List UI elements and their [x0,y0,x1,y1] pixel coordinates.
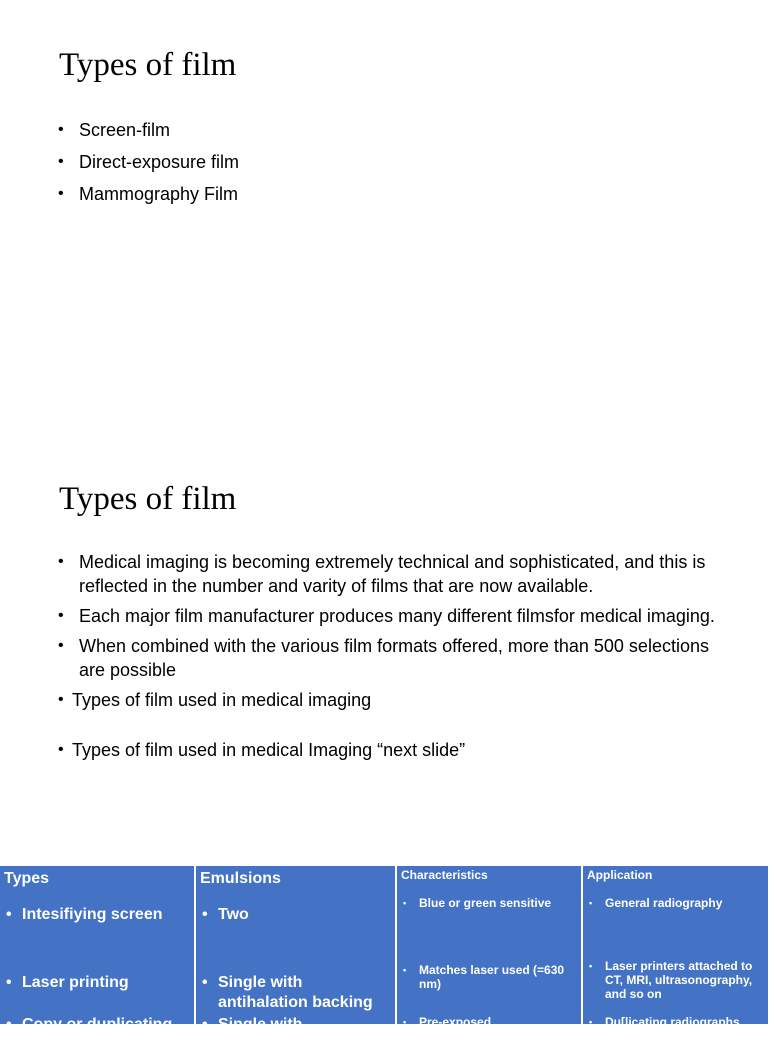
header-application: Application [587,868,653,882]
film-types-table-container [0,866,768,1033]
bullet-text: Screen-film [79,120,171,140]
table-row [0,892,774,959]
table-cell-emulsion: • Two [195,892,396,959]
bullet-icon: • [58,121,64,138]
table-row [0,959,774,1015]
slide-1-title: Types of film [59,47,237,83]
list-item [58,550,738,598]
header-characteristics: Characteristics [396,866,582,892]
table-cell-characteristic: • Pre-exposed [396,1015,582,1045]
bullet-icon: • [589,1017,593,1027]
list-item [58,182,738,206]
bullet-icon: • [58,691,64,708]
bullet-icon: • [202,974,208,991]
bullet-icon: • [589,961,593,971]
bullet-text: Types of film used in medical imaging [72,690,372,710]
header-emulsions: Emulsions [195,866,396,892]
bullet-icon: • [58,637,64,654]
table-row [0,1015,774,1045]
bullet-text: Medical imaging is becoming extremely technical and sophisticated, and this is reflected in the number and varity of films that are now available. [79,552,706,596]
bullet-icon: • [6,906,12,923]
bullet-icon: • [58,185,64,202]
bullet-text: Direct-exposure film [79,152,240,172]
table-header-row [0,866,774,892]
slide-1-bullet-list [58,118,738,214]
slide-2-bullet-list [58,550,738,768]
bullet-icon: • [589,898,593,908]
table-cell-application: • Du[licating radiographs [589,1015,740,1029]
bullet-icon: • [58,607,64,624]
bullet-text: When combined with the various film formats offered, more than 500 selections are possible [79,636,709,680]
slide-2 [0,440,768,840]
bullet-text: Each major film manufacturer produces many different filmsfor medical imaging. [79,606,715,626]
table-cell-emulsion: • Single with [195,1015,396,1045]
film-types-table [0,866,774,1045]
table-cell-type: • Copy or duplicating [0,1015,195,1045]
list-item [58,604,738,628]
bullet-text: Mammography Film [79,184,239,204]
bullet-icon: • [403,1017,407,1027]
list-item [58,118,738,142]
bullet-icon: • [202,906,208,923]
slide-2-title: Types of film [59,481,237,517]
bullet-icon: • [403,965,407,975]
bullet-text: Types of film used in medical Imaging “next slide” [72,740,466,760]
table-cell-type: • Laser printing [0,959,195,1015]
bullet-icon: • [58,741,64,758]
table-cell-type: • Intesifiying screen [0,892,195,959]
bullet-icon: • [202,1016,208,1033]
bullet-icon: • [6,974,12,991]
table-cell-emulsion: • Single with antihalation backing [195,959,396,1015]
slide-1 [0,0,768,420]
bullet-icon: • [58,153,64,170]
bullet-icon: • [6,1016,12,1033]
list-item [58,150,738,174]
list-item [58,634,738,682]
table-cell-characteristic: • Blue or green sensitive [396,892,582,959]
table-cell-characteristic: • Matches laser used (=630 nm) [396,959,582,1015]
table-cell-application: • Laser printers attached to CT, MRI, ultrasonography, and so on [589,959,753,1001]
bullet-icon: • [58,553,64,570]
table-cell-application: • General radiography [589,896,723,910]
list-item [58,688,738,712]
header-types: Types [0,866,195,892]
list-item [58,738,738,762]
bullet-icon: • [403,898,407,908]
